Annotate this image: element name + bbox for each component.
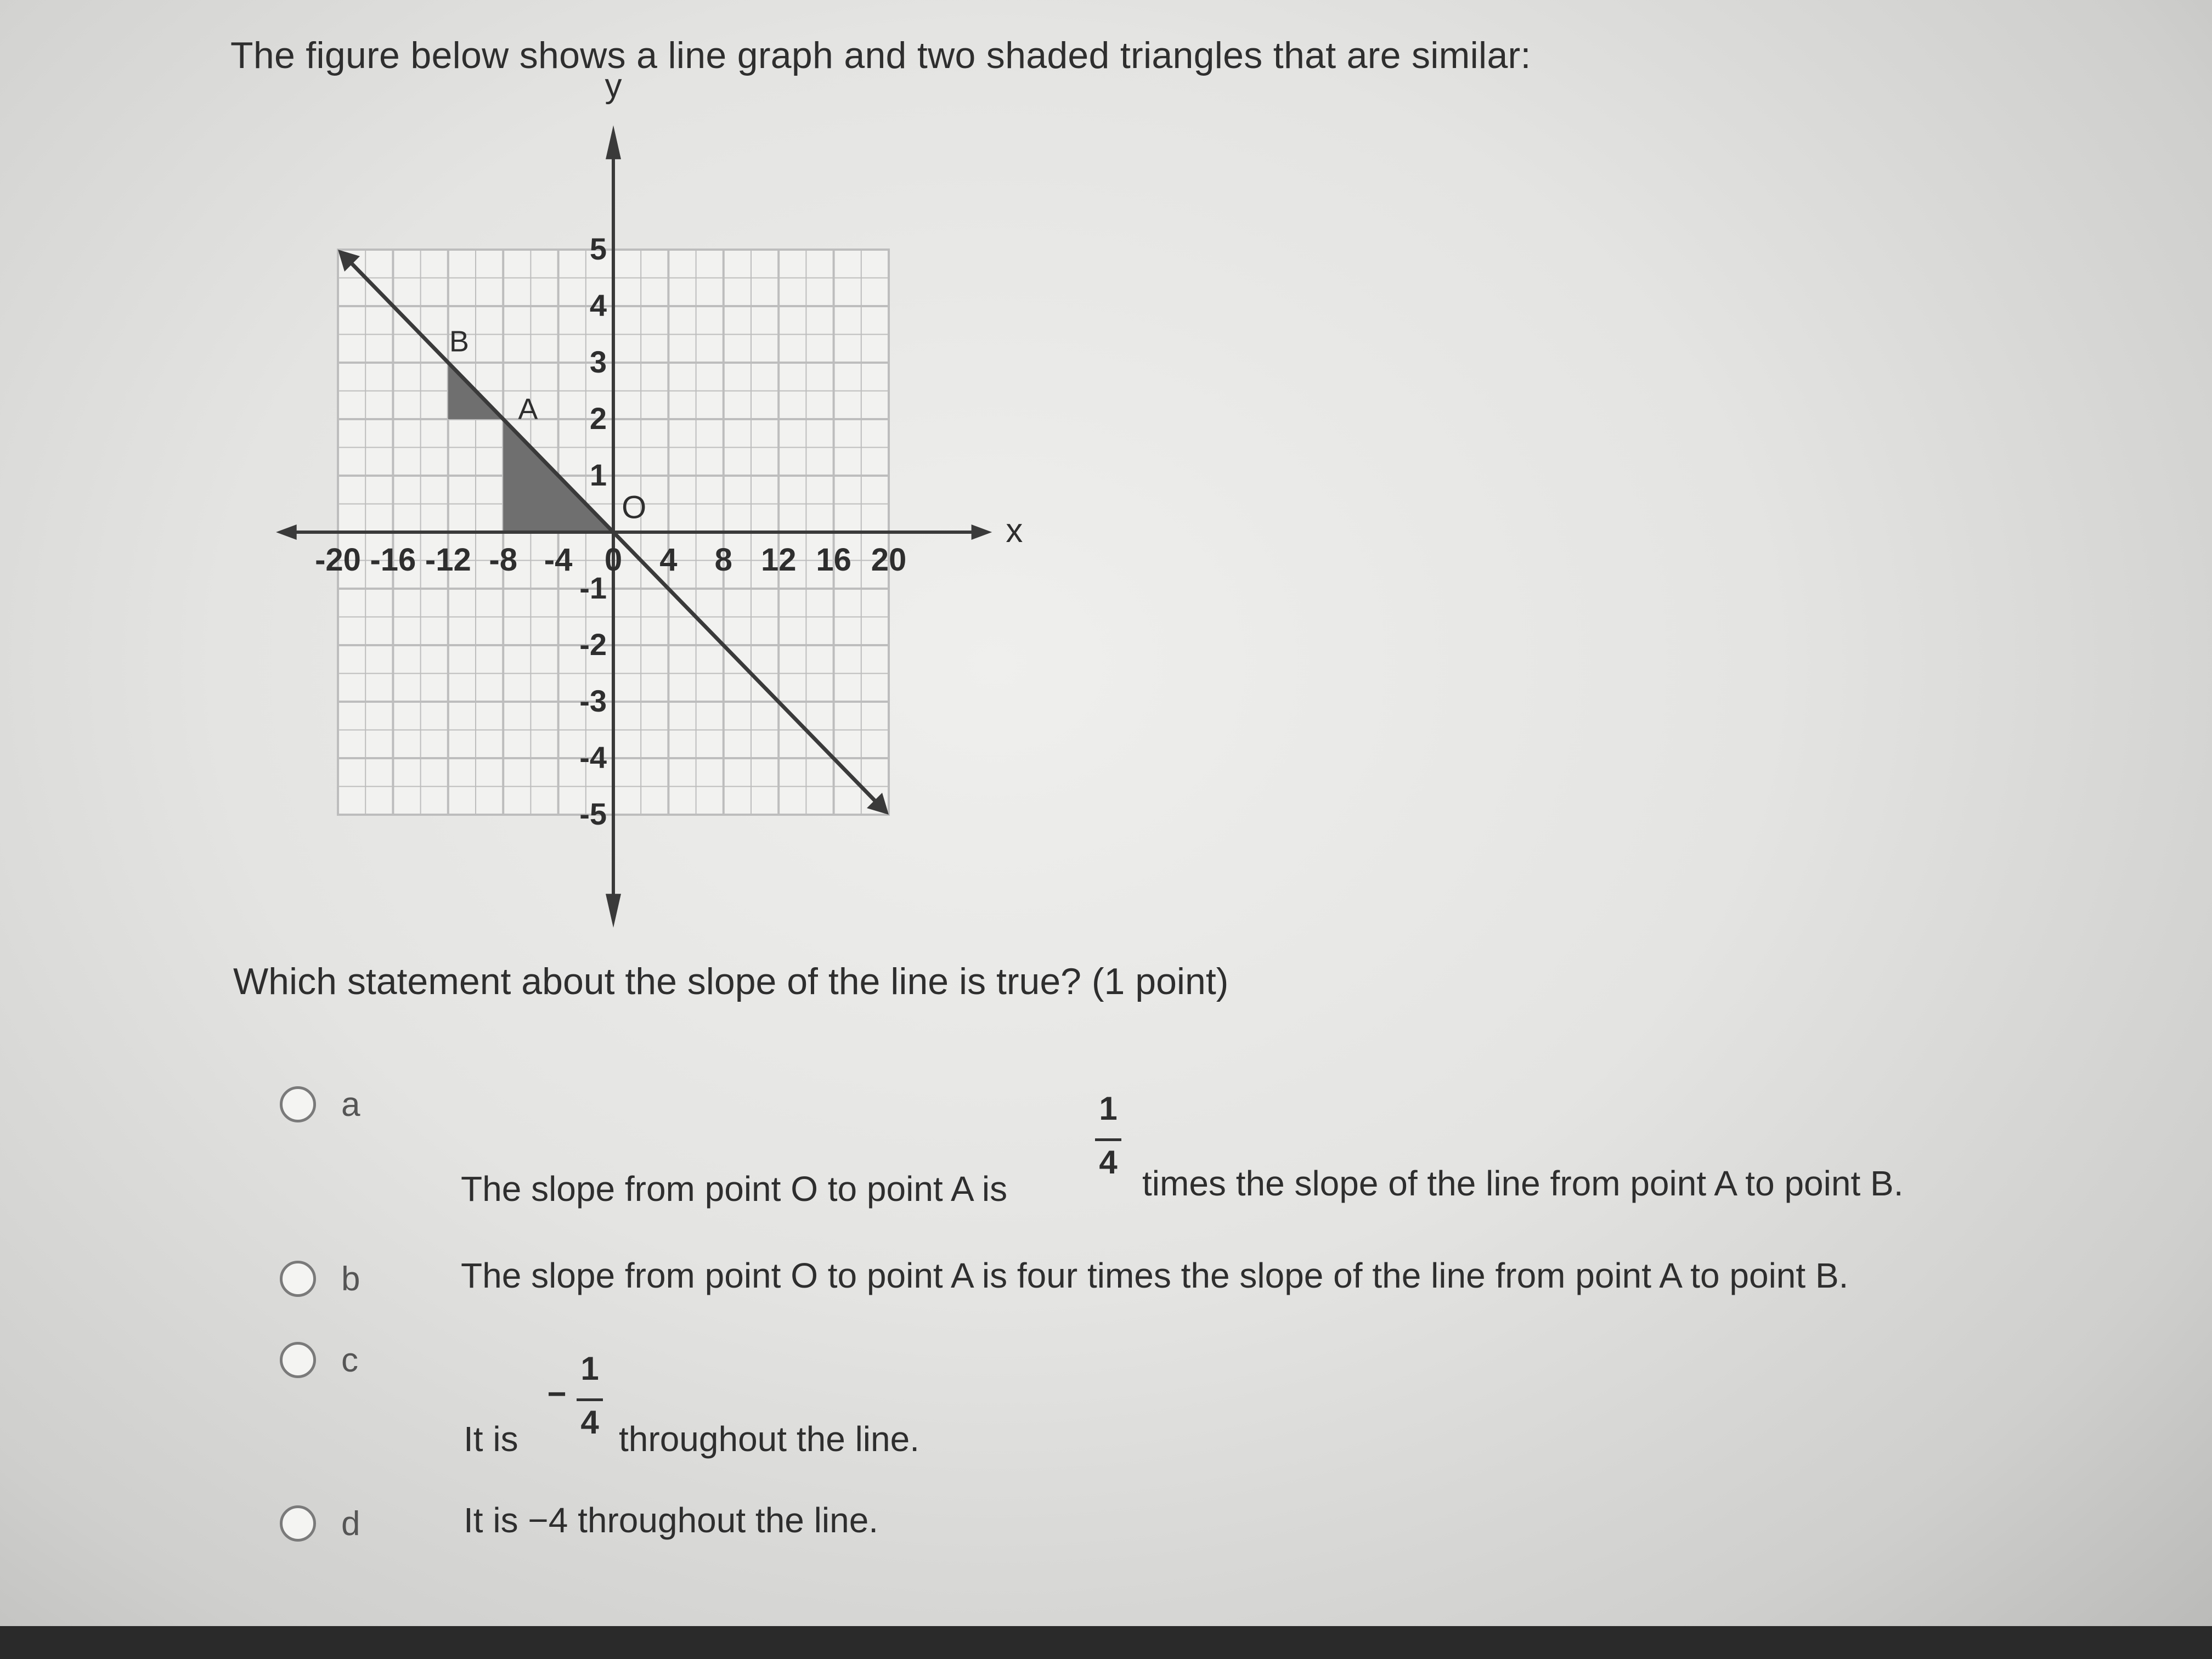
option-c-letter: c	[341, 1341, 358, 1379]
x-tick-label: 8	[714, 542, 732, 578]
option-a-frac-bar	[1095, 1138, 1121, 1141]
option-c-frac-sign: −	[547, 1375, 567, 1412]
x-tick-label: -20	[315, 542, 361, 578]
x-tick-label: -8	[489, 542, 517, 578]
x-axis-arrow-left	[276, 524, 297, 540]
point-label-o: O	[622, 489, 647, 526]
x-tick-label: 12	[760, 542, 797, 578]
option-b-letter: b	[341, 1260, 360, 1298]
option-a-frac-num: 1	[1099, 1090, 1118, 1127]
option-c-frac-num: 1	[580, 1350, 599, 1387]
option-a-text-before: The slope from point O to point A is	[461, 1169, 1008, 1209]
y-tick-label: -4	[579, 740, 607, 775]
option-d-letter: d	[341, 1505, 360, 1543]
x-tick-label: 16	[816, 542, 851, 578]
y-tick-label: 4	[589, 288, 607, 323]
y-tick-label: -1	[579, 571, 607, 605]
option-a-frac-den: 4	[1099, 1144, 1118, 1181]
question-prompt: The figure below shows a line graph and two shaded triangles that are similar:	[230, 35, 1531, 76]
y-axis-arrow-down	[606, 894, 621, 928]
line-graph	[208, 66, 1053, 933]
y-tick-label: 3	[589, 345, 607, 379]
y-tick-label: -5	[579, 797, 607, 831]
option-a-text-after: times the slope of the line from point A to point B.	[1142, 1164, 1904, 1203]
x-tick-label: 4	[659, 542, 678, 578]
question-text: Which statement about the slope of the line is true? (1 point)	[233, 961, 1229, 1002]
option-b-radio[interactable]	[280, 1261, 316, 1297]
option-c-frac-den: 4	[580, 1404, 599, 1441]
x-axis-arrow-right	[972, 524, 992, 540]
option-c-frac-bar	[577, 1398, 603, 1401]
option-c-text-before: It is	[464, 1419, 518, 1459]
screen-bottom-edge	[0, 1626, 2212, 1659]
x-axis-label: x	[1006, 512, 1023, 550]
y-tick-label: -2	[579, 627, 607, 662]
y-tick-label: 5	[589, 232, 607, 266]
x-tick-label: 20	[871, 542, 907, 578]
option-c-radio[interactable]	[280, 1342, 316, 1378]
x-tick-label: -16	[370, 542, 416, 578]
y-tick-label: 1	[589, 458, 607, 492]
option-d-radio[interactable]	[280, 1505, 316, 1542]
x-tick-label: -12	[425, 542, 471, 578]
x-tick-label: 0	[604, 542, 623, 578]
y-tick-label: 2	[589, 401, 607, 436]
option-c-text-after: throughout the line.	[619, 1419, 919, 1459]
option-d-text: It is −4 throughout the line.	[464, 1500, 879, 1540]
y-tick-label: -3	[579, 684, 607, 718]
x-tick-label: -4	[544, 542, 573, 578]
y-axis-arrow-up	[606, 125, 621, 159]
option-a-radio[interactable]	[280, 1086, 316, 1122]
option-b-text: The slope from point O to point A is four times the slope of the line from point A to point B.	[461, 1256, 1849, 1295]
point-label-b: B	[449, 325, 469, 358]
y-axis-label: y	[605, 66, 622, 105]
option-a-letter: a	[341, 1086, 360, 1124]
point-label-a: A	[518, 393, 538, 426]
